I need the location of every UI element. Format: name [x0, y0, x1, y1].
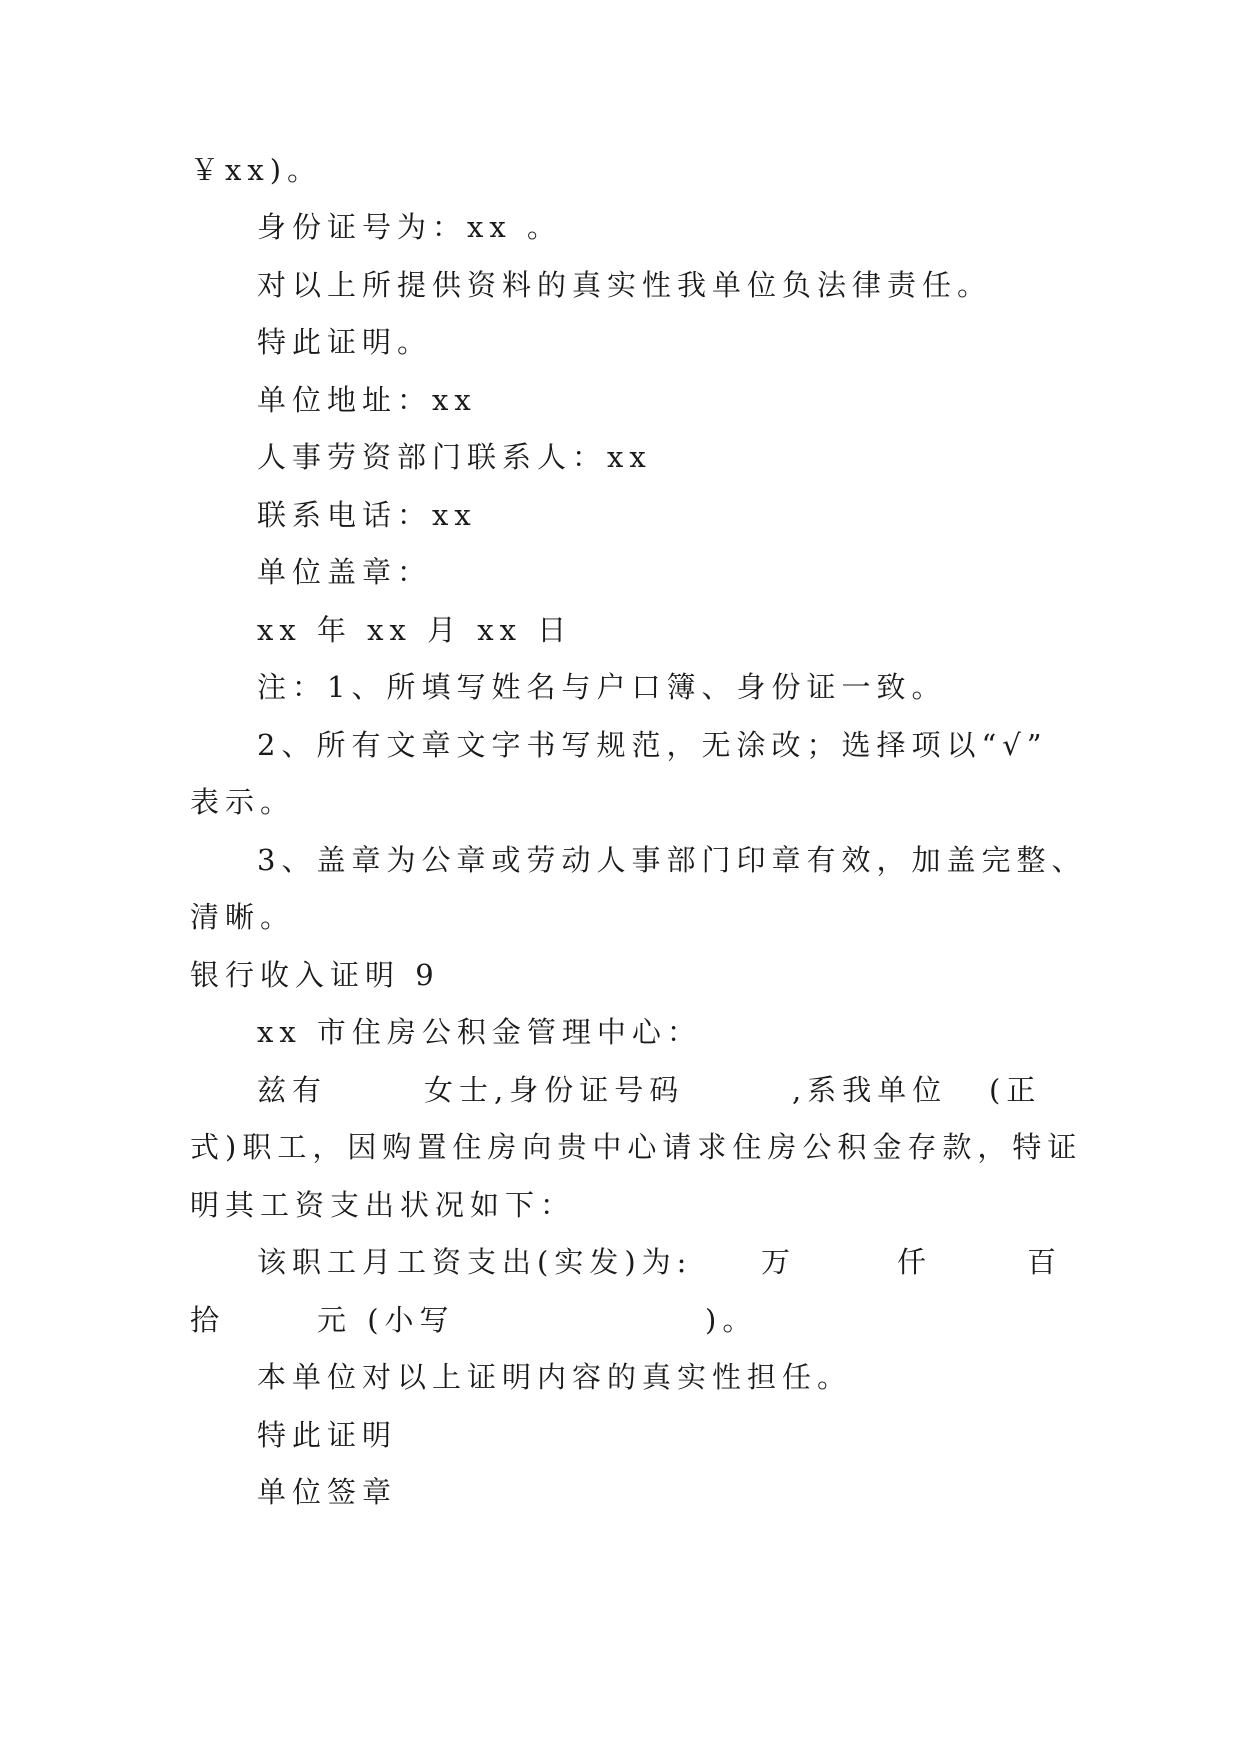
intro-prefix: 兹有 — [257, 1073, 328, 1107]
bai-unit: 百 — [1027, 1245, 1063, 1279]
note-line-2-cont: 表示。 — [190, 785, 296, 819]
note-line-3-cont: 清晰。 — [190, 900, 296, 934]
certify-line: 特此证明 — [257, 1418, 398, 1452]
wan-unit: 万 — [761, 1245, 797, 1279]
lowercase-close: )。 — [705, 1303, 758, 1337]
authenticity-statement: 对以上所提供资料的真实性我单位负法律责任。 — [257, 268, 993, 302]
unit-signature-line: 单位签章 — [257, 1475, 398, 1509]
intro-unit: ,系我单位 — [792, 1073, 948, 1107]
contact-phone-line: 联系电话：xx — [257, 498, 477, 532]
salary-intro-line: 明其工资支出状况如下： — [190, 1188, 576, 1222]
unit-seal-line: 单位盖章： — [257, 555, 433, 589]
id-number-line: 身份证号为：xx 。 — [257, 210, 562, 244]
note-line-3: 3、盖章为公章或劳动人事部门印章有效，加盖完整、 — [257, 843, 1087, 877]
amount-closing-line: ￥xx)。 — [190, 153, 323, 187]
purpose-line: 式)职工，因购置住房向贵中心请求住房公积金存款，特证 — [190, 1130, 1083, 1164]
section-heading: 银行收入证明 9 — [190, 958, 440, 992]
date-line: xx 年 xx 月 xx 日 — [257, 613, 573, 647]
intro-formal-open: (正 — [989, 1073, 1042, 1107]
note-line-1: 注：1、所填写姓名与户口簿、身份证一致。 — [257, 670, 947, 704]
yuan-lowercase: 元 (小写 — [317, 1303, 455, 1337]
note-line-2: 2、所有文章文字书写规范，无涂改；选择项以“√” — [257, 728, 1048, 762]
intro-name-suffix: 女士,身份证号码 — [424, 1073, 685, 1107]
responsibility-line: 本单位对以上证明内容的真实性担任。 — [257, 1360, 853, 1394]
hr-contact-line: 人事劳资部门联系人：xx — [257, 440, 652, 474]
certification-phrase: 特此证明。 — [257, 325, 433, 359]
salary-label: 该职工月工资支出(实发)为: — [257, 1245, 693, 1279]
unit-address-line: 单位地址：xx — [257, 383, 477, 417]
qian-unit: 仟 — [897, 1245, 933, 1279]
shi-unit: 拾 — [190, 1303, 226, 1337]
recipient-line: xx 市住房公积金管理中心： — [257, 1015, 702, 1049]
